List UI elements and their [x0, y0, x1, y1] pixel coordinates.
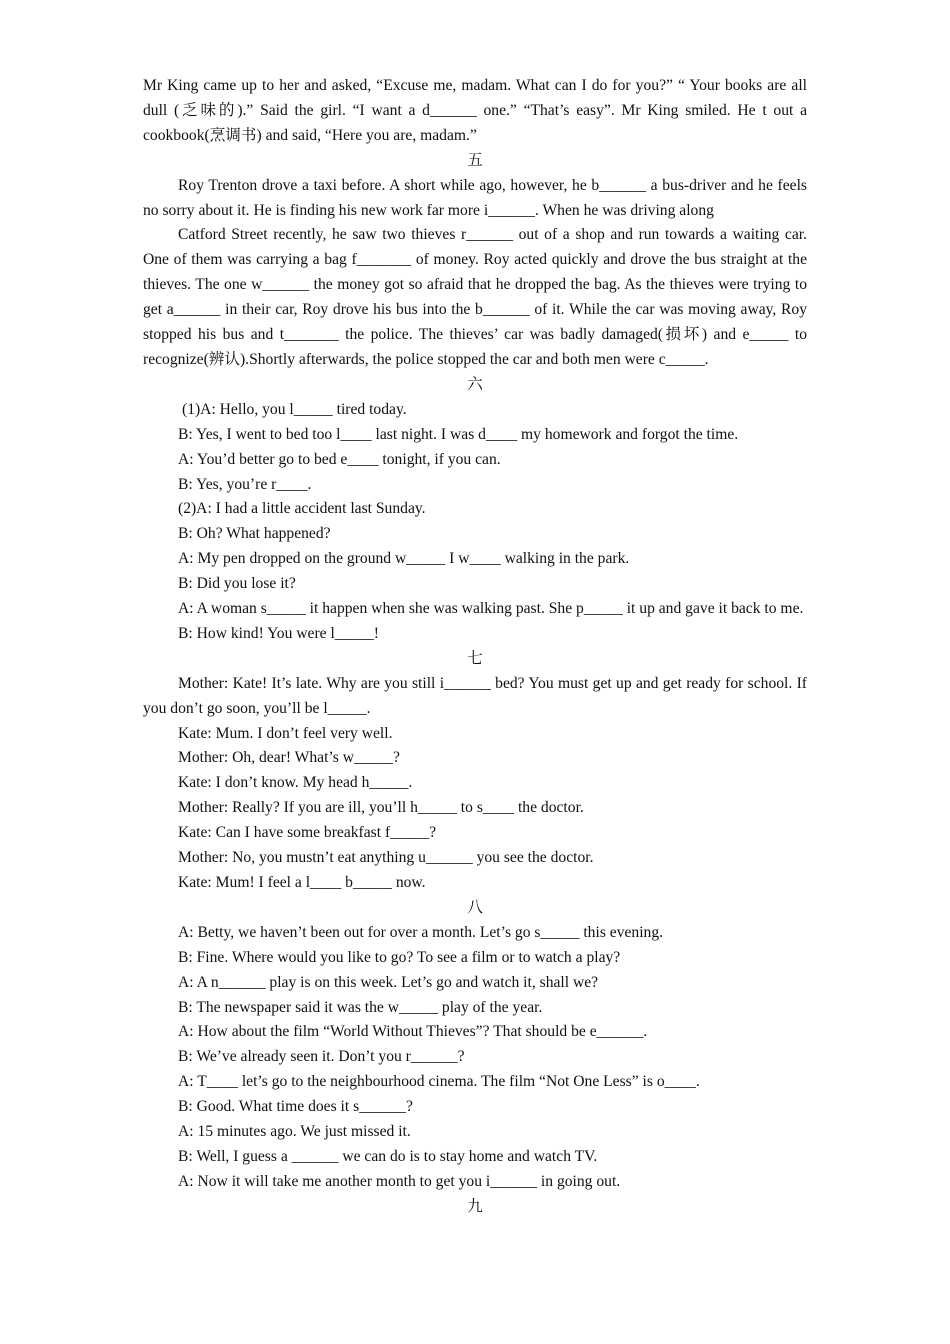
section6-line: B: Oh? What happened?: [178, 525, 331, 543]
section7-line: Mother: Kate! It’s late. Why are you still i______ bed? You must get up and get ready for school. If you don’t go soon, you’ll be l_____.: [143, 674, 807, 717]
section6-line: (1)A: Hello, you l_____ tired today.: [182, 400, 407, 418]
section8-line: A: A n______ play is on this week. Let’s go and watch it, shall we?: [178, 973, 599, 991]
section7-line: Kate: Mum. I don’t feel very well.: [178, 724, 393, 742]
section6-line: B: Did you lose it?: [178, 575, 296, 593]
section4-passage: Mr King came up to her and asked, “Excuse me, madam. What can I do for you?” “ Your books are all dull (乏味的).” Said the girl. “I want a d______ one.” “That’s easy”. Mr King smiled. He t out a cookbook(烹调书) and said, “Here you are, madam.”: [143, 77, 807, 144]
section7-line: Mother: No, you mustn’t eat anything u______ you see the doctor.: [178, 849, 594, 867]
section9-heading: 九: [467, 1197, 483, 1215]
section7-line: Mother: Oh, dear! What’s w_____?: [178, 749, 400, 767]
section5-heading: 五: [467, 151, 483, 169]
section5-paragraph-2: Catford Street recently, he saw two thieves r______ out of a shop and run towards a waiting car. One of them was carrying a bag f_______ of money. Roy acted quickly and drove the bus straight at the thieves. The one w______ the money got so afraid that he dropped the bag. As the thieves were trying to get a______ in their car, Roy drove his bus into the b______ of it. While the car was moving away, Roy stopped his bus and t_______ the police. The thieves’ car was badly damaged(损坏) and e_____ to recognize(辨认).Shortly afterwards, the police stopped the car and both men were c_____.: [143, 226, 807, 368]
section8-line: A: 15 minutes ago. We just missed it.: [178, 1123, 411, 1141]
section7-line: Kate: Mum! I feel a l____ b_____ now.: [178, 874, 426, 891]
section8-line: A: Betty, we haven’t been out for over a month. Let’s go s_____ this evening.: [178, 923, 664, 941]
section6-line: A: My pen dropped on the ground w_____ I w____ walking in the park.: [178, 550, 630, 568]
section7-heading: 七: [467, 649, 483, 667]
section6-heading: 六: [467, 375, 483, 393]
section7-line: Kate: Can I have some breakfast f_____?: [178, 824, 437, 842]
section8-line: A: T____ let’s go to the neighbourhood cinema. The film “Not One Less” is o____.: [178, 1073, 700, 1091]
section6-line: B: How kind! You were l_____!: [178, 624, 379, 642]
section8-line: B: Good. What time does it s______?: [178, 1098, 413, 1116]
section6-line: A: A woman s_____ it happen when she was walking past. She p_____ it up and gave it back to me.: [178, 600, 804, 618]
section8-line: B: Well, I guess a ______ we can do is to stay home and watch TV.: [178, 1147, 598, 1165]
section5-paragraph-1: Roy Trenton drove a taxi before. A short while ago, however, he b______ a bus-driver and he feels no sorry about it. He is finding his new work far more i______. When he was driving along: [143, 176, 807, 219]
section6-line: B: Yes, you’re r____.: [178, 475, 312, 493]
section6-line: (2)A: I had a little accident last Sunday.: [178, 500, 426, 518]
section8-line: B: The newspaper said it was the w_____ play of the year.: [178, 998, 543, 1016]
section6-line: A: You’d better go to bed e____ tonight, if you can.: [178, 450, 501, 468]
section6-line: B: Yes, I went to bed too l____ last night. I was d____ my homework and forgot the time.: [178, 425, 739, 443]
section8-line: B: We’ve already seen it. Don’t you r______?: [178, 1048, 465, 1066]
section8-line: B: Fine. Where would you like to go? To see a film or to watch a play?: [178, 948, 621, 966]
section7-line: Mother: Really? If you are ill, you’ll h_____ to s____ the doctor.: [178, 799, 584, 817]
section8-heading: 八: [467, 898, 483, 916]
section8-line: A: Now it will take me another month to get you i______ in going out.: [178, 1172, 621, 1190]
section7-line: Kate: I don’t know. My head h_____.: [178, 774, 413, 792]
section8-line: A: How about the film “World Without Thieves”? That should be e______.: [178, 1023, 648, 1041]
worksheet-page: [143, 74, 807, 1220]
